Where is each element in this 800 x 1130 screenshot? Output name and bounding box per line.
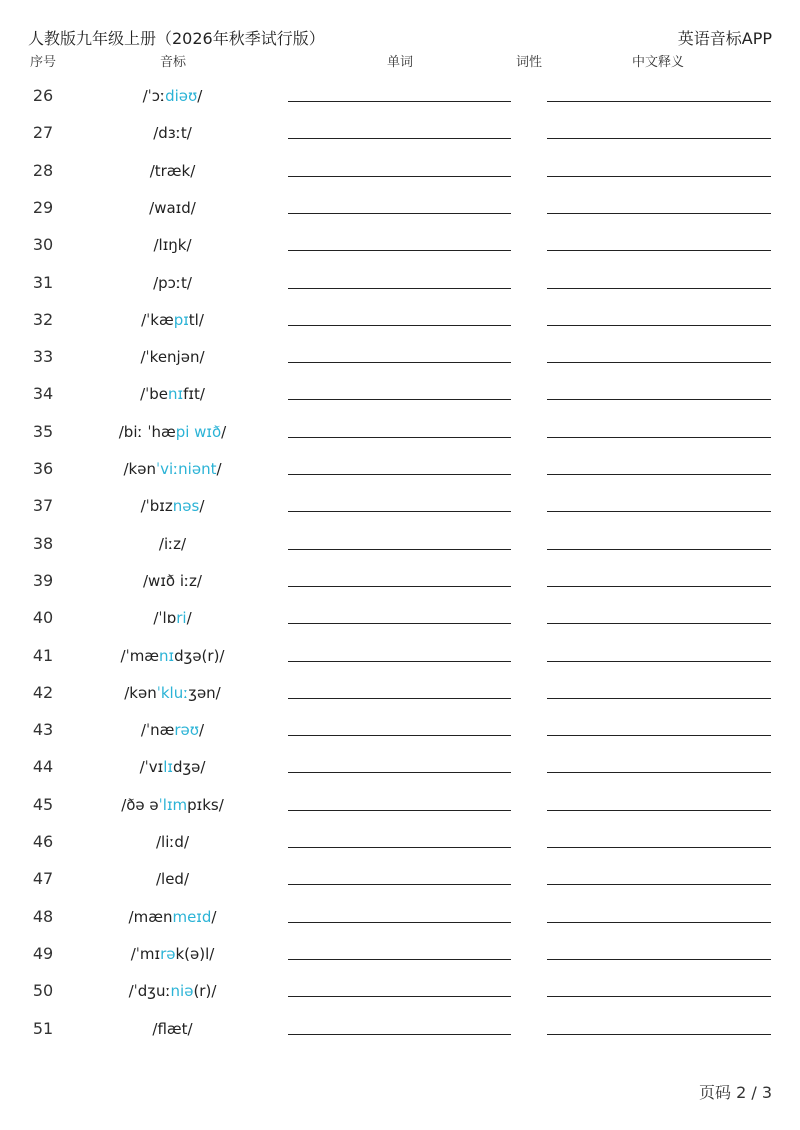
- phonetic-highlight: diəʊ: [165, 87, 198, 105]
- meaning-answer-line[interactable]: [547, 1034, 771, 1035]
- column-header-word: 单词: [387, 55, 414, 70]
- phonetic-segment: /: [186, 609, 192, 628]
- phonetic-highlight: niə: [170, 982, 194, 1001]
- phonetic-transcription: [70, 198, 275, 218]
- phonetic-segment: /ˈlɒ: [153, 609, 177, 628]
- phonetic-segment: /ˈmæ: [120, 646, 160, 665]
- word-answer-line[interactable]: [288, 325, 511, 326]
- vocabulary-row: [0, 795, 800, 832]
- meaning-answer-line[interactable]: [547, 698, 771, 699]
- word-answer-line[interactable]: [288, 250, 511, 251]
- word-answer-line[interactable]: [288, 437, 511, 438]
- phonetic-transcription: [70, 720, 275, 740]
- row-number: 30: [32, 235, 54, 255]
- meaning-answer-line[interactable]: [547, 288, 771, 289]
- word-answer-line[interactable]: [288, 549, 511, 550]
- phonetic-transcription: [70, 981, 275, 1001]
- phonetic-segment: /wɪð iːz/: [143, 571, 202, 590]
- phonetic-transcription: [70, 86, 275, 106]
- meaning-answer-line[interactable]: [547, 138, 771, 139]
- phonetic-highlight: ˈlɪm: [158, 795, 188, 814]
- vocabulary-row: [0, 832, 800, 869]
- meaning-answer-line[interactable]: [547, 437, 771, 438]
- word-answer-line[interactable]: [288, 996, 511, 997]
- word-answer-line[interactable]: [288, 698, 511, 699]
- vocabulary-row: [0, 683, 800, 720]
- word-answer-line[interactable]: [288, 884, 511, 885]
- phonetic-segment: /liːd/: [155, 833, 190, 851]
- meaning-answer-line[interactable]: [547, 549, 771, 550]
- row-number: 31: [32, 272, 54, 292]
- vocabulary-row: [0, 422, 800, 459]
- phonetic-segment: /træk/: [149, 161, 196, 180]
- row-number: 27: [32, 123, 54, 143]
- word-answer-line[interactable]: [288, 101, 511, 102]
- phonetic-transcription: [70, 235, 275, 255]
- phonetic-transcription: [70, 683, 275, 703]
- phonetic-transcription: [70, 273, 275, 293]
- word-answer-line[interactable]: [288, 922, 511, 923]
- phonetic-transcription: [70, 422, 275, 442]
- row-number: 48: [32, 906, 54, 926]
- phonetic-segment: /: [221, 422, 227, 441]
- phonetic-segment: /kən: [124, 683, 157, 702]
- phonetic-segment: /flæt/: [152, 1019, 193, 1038]
- phonetic-transcription: [70, 608, 275, 628]
- row-number: 47: [32, 869, 54, 889]
- row-number: 29: [32, 197, 54, 217]
- row-number: 40: [32, 608, 54, 628]
- word-answer-line[interactable]: [288, 288, 511, 289]
- phonetic-transcription: [70, 832, 275, 852]
- phonetic-segment: /ˈdʒuː: [128, 982, 171, 1001]
- meaning-answer-line[interactable]: [547, 399, 771, 400]
- row-number: 41: [32, 645, 54, 665]
- meaning-answer-line[interactable]: [547, 176, 771, 177]
- phonetic-segment: fɪt/: [183, 385, 205, 404]
- phonetic-segment: /led/: [155, 870, 190, 889]
- vocabulary-row: [0, 384, 800, 421]
- vocabulary-row: [0, 1019, 800, 1056]
- meaning-answer-line[interactable]: [547, 325, 771, 326]
- phonetic-highlight: nəs: [172, 497, 200, 516]
- phonetic-transcription: [70, 795, 275, 815]
- vocabulary-row: [0, 496, 800, 533]
- meaning-answer-line[interactable]: [547, 586, 771, 587]
- phonetic-segment: dʒə(r)/: [174, 646, 225, 665]
- phonetic-segment: dʒə/: [172, 758, 206, 777]
- vocabulary-row: [0, 347, 800, 384]
- phonetic-segment: k(ə)l/: [175, 944, 215, 963]
- phonetic-highlight: pi wɪð: [175, 422, 222, 441]
- phonetic-segment: /: [197, 87, 203, 105]
- phonetic-segment: pɪks/: [187, 795, 224, 814]
- row-number: 43: [32, 720, 54, 740]
- vocabulary-row: [0, 198, 800, 235]
- vocabulary-row: [0, 757, 800, 794]
- phonetic-highlight: lɪ: [163, 758, 173, 777]
- row-number: 38: [32, 533, 54, 553]
- meaning-answer-line[interactable]: [547, 922, 771, 923]
- phonetic-segment: /: [216, 460, 222, 478]
- phonetic-transcription: [70, 347, 275, 367]
- word-answer-line[interactable]: [288, 959, 511, 960]
- phonetic-segment: ʒən/: [188, 683, 221, 702]
- vocabulary-row: [0, 981, 800, 1018]
- phonetic-segment: /kən: [123, 460, 156, 478]
- phonetic-transcription: [70, 161, 275, 181]
- word-answer-line[interactable]: [288, 138, 511, 139]
- meaning-answer-line[interactable]: [547, 474, 771, 475]
- phonetic-transcription: [70, 384, 275, 404]
- row-number: 51: [32, 1018, 54, 1038]
- vocabulary-row: [0, 459, 800, 496]
- phonetic-transcription: [70, 1019, 275, 1039]
- phonetic-segment: tl/: [188, 310, 204, 329]
- phonetic-segment: /pɔːt/: [153, 273, 192, 292]
- phonetic-segment: /lɪŋk/: [153, 236, 192, 255]
- phonetic-transcription: [70, 534, 275, 554]
- row-number: 39: [32, 570, 54, 590]
- meaning-answer-line[interactable]: [547, 101, 771, 102]
- vocabulary-row: [0, 646, 800, 683]
- phonetic-transcription: [70, 310, 275, 330]
- meaning-answer-line[interactable]: [547, 250, 771, 251]
- phonetic-segment: /mæn: [128, 907, 173, 926]
- phonetic-highlight: pɪ: [173, 310, 189, 329]
- meaning-answer-line[interactable]: [547, 213, 771, 214]
- phonetic-segment: /ˈmɪ: [130, 944, 161, 963]
- phonetic-highlight: rə: [160, 944, 176, 963]
- meaning-answer-line[interactable]: [547, 623, 771, 624]
- word-answer-line[interactable]: [288, 1034, 511, 1035]
- meaning-answer-line[interactable]: [547, 772, 771, 773]
- word-answer-line[interactable]: [288, 810, 511, 811]
- vocabulary-row: [0, 534, 800, 571]
- vocabulary-row: [0, 907, 800, 944]
- vocabulary-row: [0, 273, 800, 310]
- column-header-phonetic: 音标: [160, 55, 187, 70]
- phonetic-segment: /: [211, 907, 217, 926]
- word-answer-line[interactable]: [288, 847, 511, 848]
- word-answer-line[interactable]: [288, 586, 511, 587]
- word-answer-line[interactable]: [288, 362, 511, 363]
- column-header-pos: 词性: [516, 55, 543, 70]
- phonetic-highlight: ri: [176, 609, 187, 628]
- vocabulary-row: [0, 608, 800, 645]
- word-answer-line[interactable]: [288, 399, 511, 400]
- word-answer-line[interactable]: [288, 772, 511, 773]
- phonetic-segment: (r)/: [193, 982, 217, 1001]
- phonetic-transcription: [70, 907, 275, 927]
- vocabulary-row: [0, 571, 800, 608]
- row-number: 28: [32, 160, 54, 180]
- phonetic-highlight: ˈkluː: [156, 683, 189, 702]
- meaning-answer-line[interactable]: [547, 847, 771, 848]
- phonetic-transcription: [70, 646, 275, 666]
- word-answer-line[interactable]: [288, 511, 511, 512]
- phonetic-transcription: [70, 459, 275, 479]
- word-answer-line[interactable]: [288, 661, 511, 662]
- phonetic-transcription: [70, 571, 275, 591]
- row-number: 45: [32, 794, 54, 814]
- row-number: 44: [32, 757, 54, 777]
- row-number: 46: [32, 832, 54, 851]
- vocabulary-row: [0, 123, 800, 160]
- phonetic-highlight: ˈviːniənt: [155, 460, 217, 478]
- row-number: 32: [32, 309, 54, 329]
- phonetic-transcription: [70, 757, 275, 777]
- word-answer-line[interactable]: [288, 213, 511, 214]
- row-number: 42: [32, 682, 54, 702]
- phonetic-transcription: [70, 123, 275, 143]
- phonetic-highlight: meɪd: [172, 907, 212, 926]
- phonetic-segment: /dɜːt/: [153, 124, 192, 143]
- vocabulary-row: [0, 720, 800, 757]
- phonetic-segment: /ˈkæ: [141, 310, 174, 329]
- phonetic-segment: /waɪd/: [149, 198, 196, 217]
- phonetic-segment: /ˈvɪ: [139, 758, 164, 777]
- phonetic-highlight: rəʊ: [174, 721, 200, 740]
- row-number: 36: [32, 459, 54, 478]
- row-number: 35: [32, 421, 54, 441]
- phonetic-segment: /ðə ə: [121, 795, 159, 814]
- row-number: 33: [32, 347, 54, 367]
- vocabulary-row: [0, 869, 800, 906]
- row-number: 34: [32, 384, 54, 404]
- phonetic-highlight: nɪ: [168, 385, 184, 404]
- meaning-answer-line[interactable]: [547, 661, 771, 662]
- page-number: 页码 2 / 3: [698, 1083, 772, 1102]
- phonetic-highlight: nɪ: [159, 646, 175, 665]
- vocabulary-row: [0, 944, 800, 981]
- phonetic-transcription: [70, 496, 275, 516]
- phonetic-segment: /ˈɔː: [142, 87, 166, 105]
- phonetic-transcription: [70, 944, 275, 964]
- meaning-answer-line[interactable]: [547, 959, 771, 960]
- word-answer-line[interactable]: [288, 735, 511, 736]
- word-answer-line[interactable]: [288, 176, 511, 177]
- document-title: 人教版九年级上册（2026年秋季试行版）: [28, 29, 325, 48]
- phonetic-segment: /ˈbɪz: [140, 497, 173, 516]
- row-number: 37: [32, 496, 54, 516]
- phonetic-segment: /ˈbe: [140, 385, 169, 404]
- column-header-number: 序号: [30, 55, 57, 70]
- word-answer-line[interactable]: [288, 623, 511, 624]
- phonetic-segment: /ˈnæ: [140, 721, 175, 740]
- meaning-answer-line[interactable]: [547, 996, 771, 997]
- row-number: 26: [32, 86, 54, 105]
- phonetic-segment: /iːz/: [158, 534, 187, 553]
- phonetic-segment: /biː ˈhæ: [118, 422, 176, 441]
- phonetic-segment: /: [199, 497, 205, 516]
- vocabulary-row: [0, 161, 800, 198]
- row-number: 50: [32, 981, 54, 1001]
- meaning-answer-line[interactable]: [547, 810, 771, 811]
- row-number: 49: [32, 943, 54, 963]
- vocabulary-row: [0, 310, 800, 347]
- word-answer-line[interactable]: [288, 474, 511, 475]
- phonetic-segment: /ˈkenjən/: [140, 348, 205, 367]
- vocabulary-row: [0, 86, 800, 123]
- column-header-meaning: 中文释义: [632, 55, 685, 70]
- meaning-answer-line[interactable]: [547, 511, 771, 512]
- app-name: 英语音标APP: [677, 29, 772, 48]
- meaning-answer-line[interactable]: [547, 735, 771, 736]
- meaning-answer-line[interactable]: [547, 884, 771, 885]
- vocabulary-row: [0, 235, 800, 272]
- meaning-answer-line[interactable]: [547, 362, 771, 363]
- phonetic-transcription: [70, 869, 275, 889]
- phonetic-segment: /: [199, 721, 205, 740]
